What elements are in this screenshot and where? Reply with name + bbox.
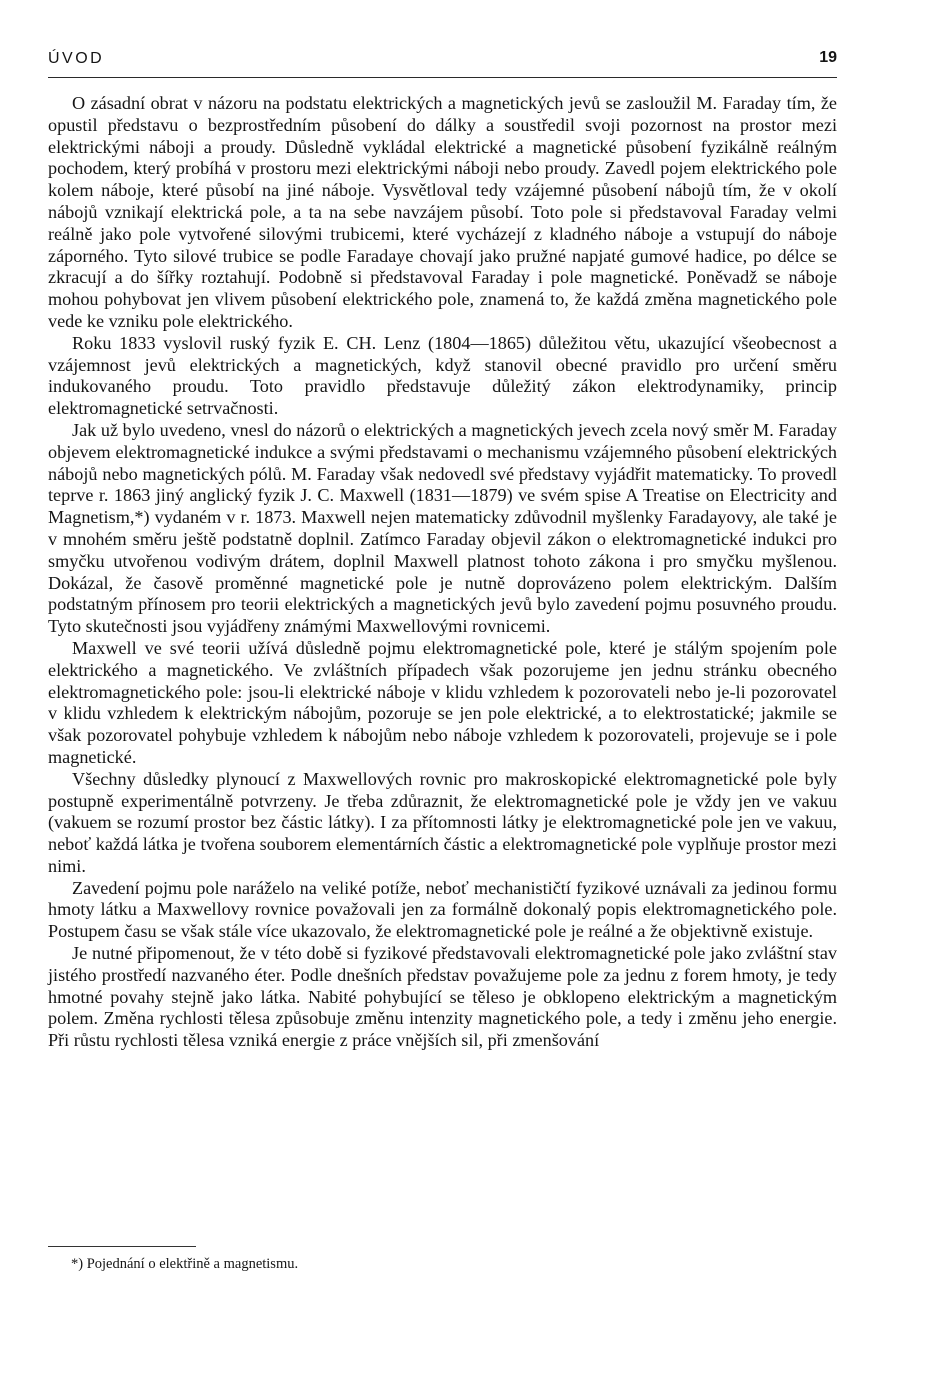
page-number: 19 <box>819 49 837 66</box>
body-text <box>48 93 837 1052</box>
footnote-rule <box>48 1246 196 1247</box>
paragraph-lenz-rule: Roku 1833 vyslovil ruský fyzik E. CH. Lenz (1804—1865) důležitou větu, ukazující všeobecnost a vzájemnost jevů elektrických a magnetických, když stanovil obecné pravidlo pro určení směru indukovaného proudu. Toto pravidlo představuje důležitý zákon elektrodynamiky, princip elektromagnetické setrvačnosti. <box>48 332 837 419</box>
footnote: *) Pojednání o elektřině a magnetismu. <box>71 1256 299 1272</box>
paragraph-ether: Je nutné připomenout, že v této době si fyzikové představovali elektromagnetické pole jako zvláštní stav jistého prostředí nazvaného éter. Podle dnešních představ považujeme pole za jednu z forem hmoty, je tedy hmotné povahy stejně jako látka. Nabité pohybující se těleso je obklopeno elektrickým a magnetickým polem. Změna rychlosti tělesa způsobuje změnu intenzity magnetického pole, a tedy i změnu jeho energie. Při růstu rychlosti tělesa vzniká energie z práce vnějších sil, při zmenšování <box>48 943 837 1051</box>
section-title: ÚVOD <box>48 50 105 67</box>
paragraph-faraday-field: O zásadní obrat v názoru na podstatu elektrických a magnetických jevů se zasloužil M. Faraday tím, že opustil představu o bezprostředním působení do dálky a soustředil svoji pozornost na prostor mezi elektrickými náboji a proudy. Důsledně vykládal elektrické a magnetické působení fyzikálně reálným pochodem, který probíhá v prostoru mezi elektrickými náboji nebo proudy. Zavedl pojem elektrického pole kolem náboje, které působí na jiné náboje. Vysvětloval tedy vzájemné působení nábojů tím, že v okolí nábojů vznikají elektrická pole, a ta na sebe navzájem působí. Toto pole si představoval Faraday velmi reálně jako pole vytvořené silovými trubicemi, které vycházejí z kladného náboje a vstupují do náboje záporného. Tyto silové trubice se podle Faradaye chovají jako pružné napjaté gumové hadice, po délce se zkracují a do šířky roztahují. Podobně si představoval Faraday i pole magnetické. Poněvadž se náboje mohou pohybovat jen vlivem působení elektrického pole, znamená to, že každá změna magnetického pole vede ke vzniku pole elektrického. <box>48 93 837 331</box>
paragraph-experimental-confirmation: Všechny důsledky plynoucí z Maxwellových rovnic pro makroskopické elektromagnetické pole byly postupně experimentálně potvrzeny. Je třeba zdůraznit, že elektromagnetické pole je vždy jen ve vakuu (vakuem se rozumí prostor bez částic látky). I za přítomnosti látky je elektromagnetické pole jen ve vakuu, neboť každá látka je tvořena souborem elementárních částic a elektromagnetické pole vyplňuje prostor mezi nimi. <box>48 768 837 876</box>
paragraph-field-concept: Zavedení pojmu pole naráželo na veliké potíže, neboť mechanističtí fyzikové uznávali za jedinou formu hmoty látku a Maxwellovy rovnice považovali jen za formálně dokonalý popis elektromagnetického pole. Postupem času se však stále více ukazovalo, že elektromagnetické pole je reálné a že objektivně existuje. <box>48 877 837 942</box>
paragraph-electromagnetic-field: Maxwell ve své teorii užívá důsledně pojmu elektromagnetické pole, které je stálým spojením pole elektrického a magnetického. Ve zvláštních případech však pozorujeme jen jednu stránku obecného elektromagnetického pole: jsou-li elektrické náboje v klidu vzhledem k pozorovateli nebo je-li pozorovatel v klidu vzhledem k elektrickým nábojům, pozoruje se jen pole elektrické, a to elektrostatické; jakmile se však pozorovatel pohybuje vzhledem k nábojům nebo náboje vzhledem k pozorovateli, projevuje se i pole magnetické. <box>48 637 837 767</box>
header-rule <box>48 77 837 78</box>
paragraph-maxwell-equations: Jak už bylo uvedeno, vnesl do názorů o elektrických a magnetických jevech zcela nový směr M. Faraday objevem elektromagnetické indukce a svými představami o mechanismu vzájemného působení elektrických nábojů nebo magnetických pólů. M. Faraday však nedovedl své představy vyjádřit matematicky. To provedl teprve r. 1863 jiný anglický fyzik J. C. Maxwell (1831—1879) ve svém spise A Treatise on Electricity and Magnetism,*) vydaném v r. 1873. Maxwell nejen matematicky zdůvodnil myšlenky Faradayovy, ale také je v mnohém směru ještě podstatně doplnil. Zatímco Faraday objevil zákon o elektromagnetické indukci pro smyčku utvořenou vodivým drátem, doplnil Maxwell platnost tohoto zákona i pro smyčku myšlenou. Dokázal, že časově proměnné magnetické pole je nutně doprovázeno polem elektrickým. Dalším podstatným přínosem pro teorii elektrických a magnetických jevů bylo zavedení pojmu posuvného proudu. Tyto skutečnosti jsou vyjádřeny známými Maxwellovými rovnicemi. <box>48 419 837 637</box>
running-header <box>48 46 837 70</box>
